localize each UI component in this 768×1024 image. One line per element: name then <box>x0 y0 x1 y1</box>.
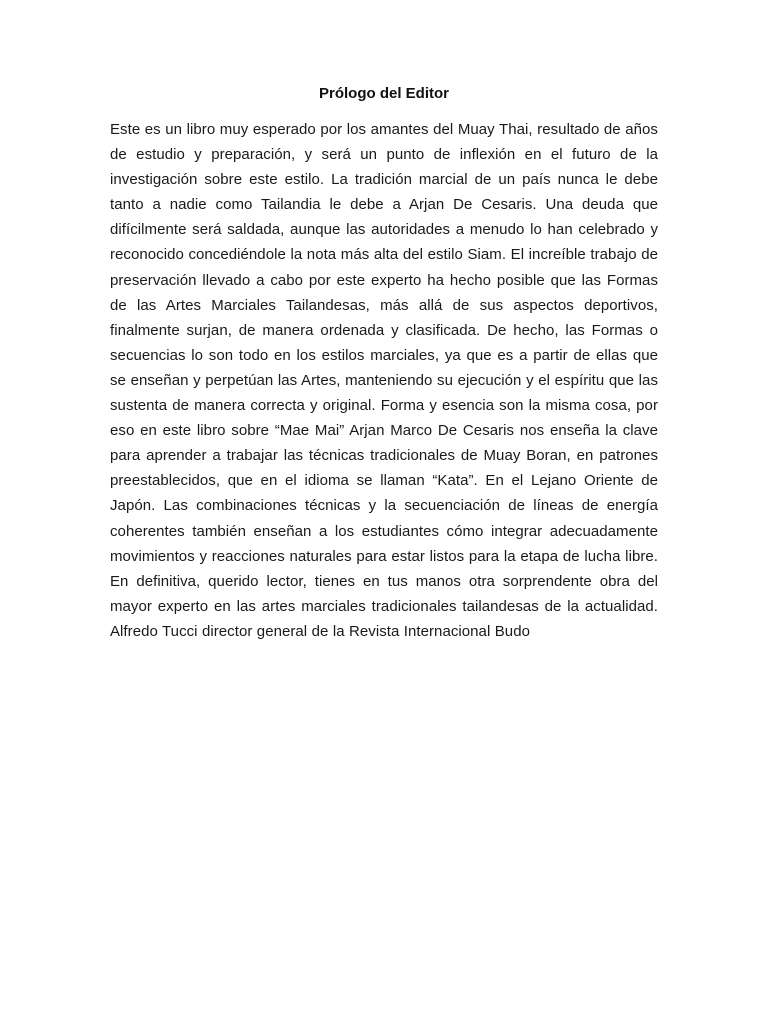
document-paragraph: Este es un libro muy esperado por los amantes del Muay Thai, resultado de años de estudio y preparación, y será un punto de inflexión en el futuro de la investigación sobre este estilo. La tradición marcial de un país nunca le debe tanto a nadie como Tailandia le debe a Arjan De Cesaris. Una deuda que difícilmente será saldada, aunque las autoridades a menudo lo han celebrado y reconocido concediéndole la nota más alta del estilo Siam. El increíble trabajo de preservación llevado a cabo por este experto ha hecho posible que las Formas de las Artes Marciales Tailandesas, más allá de sus aspectos deportivos, finalmente surjan, de manera ordenada y clasificada. De hecho, las Formas o secuencias lo son todo en los estilos marciales, ya que es a partir de ellas que se enseñan y perpetúan las Artes, manteniendo su ejecución y el espíritu que las sustenta de manera correcta y original. Forma y esencia son la misma cosa, por eso en este libro sobre “Mae Mai” Arjan Marco De Cesaris nos enseña la clave para aprender a trabajar las técnicas tradicionales de Muay Boran, en patrones preestablecidos, que en el idioma se llaman “Kata”. En el Lejano Oriente de Japón. Las combinaciones técnicas y la secuenciación de líneas de energía coherentes también enseñan a los estudiantes cómo integrar adecuadamente movimientos y reacciones naturales para estar listos para la etapa de lucha libre. En definitiva, querido lector, tienes en tus manos otra sorprendente obra del mayor experto en las artes marciales tradicionales tailandesas de la actualidad. Alfredo Tucci director general de la Revista Internacional Budo <box>110 121 658 640</box>
document-title: Prólogo del Editor <box>319 85 449 102</box>
